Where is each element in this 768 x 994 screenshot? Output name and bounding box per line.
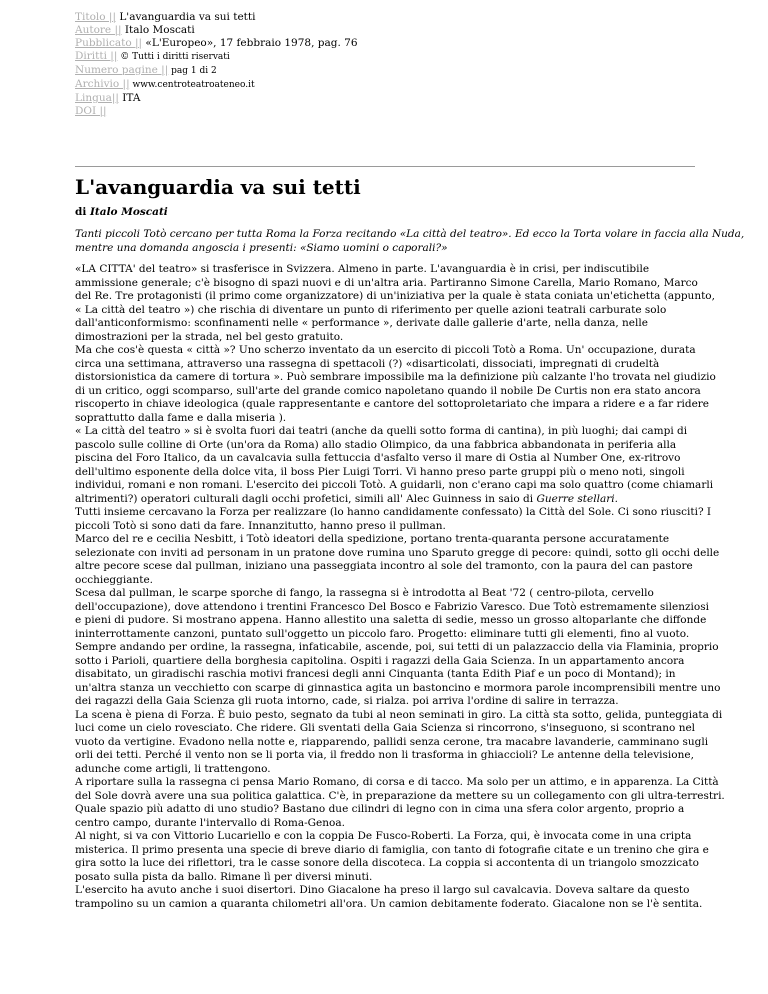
metadata-value: www.centroteatroateneo.it — [129, 80, 255, 90]
metadata-key-link[interactable]: Autore || — [75, 24, 122, 36]
body-line: Sempre andando per ordine, la rassegna, infaticabile, ascende, poi, sui tetti di un palazzaccio della via Flaminia, proprio — [75, 641, 719, 653]
metadata-row — [75, 92, 695, 105]
body-line: sotto i Parioli, quartiere della borghesia capitolina. Ospiti i ragazzi della Gaia Scienza. In un appartamento ancora — [75, 654, 685, 667]
body-line: un'altra stanza un vecchietto con scarpe di ginnastica agita un bastoncino e mormora parole incomprensibili mentre uno — [75, 681, 721, 694]
body-line: « La città del teatro ») che rischia di diventare un punto di riferimento per quelle azioni teatrali carburate solo — [75, 303, 667, 316]
body-line: dell'ultimo esponente della dolce vita, il boss Pier Luigi Torri. Vi hanno preso parte gruppi più o meno noti, singoli — [75, 465, 685, 478]
metadata-row — [75, 78, 695, 92]
byline-prefix: di — [75, 206, 90, 218]
body-line: disabitato, un giradischi raschia motivi francesi degli anni Cinquanta (tanta Edith Piaf e un poco di Montand); in — [75, 668, 676, 680]
body-line: piscina del Foro Italico, da un cavalcavia sulla fettuccia d'asfalto verso il mare di Ostia al Number One, ex-ritrovo — [75, 452, 681, 464]
body-line: pascolo sulle colline di Orte (un'ora da Roma) allo stadio Olimpico, da una fabbrica abbandonata in periferia alla — [75, 438, 677, 451]
body-line: altrimenti?) operatori culturali dagli occhi profetici, simili all' Alec Guinness in saio di Guerre stellari. — [75, 492, 618, 505]
metadata-row — [75, 24, 695, 37]
body-line: del Sole dovrà avere una sua politica galattica. C'è, in preparazione da mettere su un collegamento con gli ultra-terrestri. — [75, 789, 725, 802]
body-line: selezionate con inviti ad personam in un pratone dove rumina uno Sparuto gregge di pecore: quindi, sotto gli occhi delle — [75, 546, 720, 559]
header-divider — [75, 166, 695, 167]
body-line: Ma che cos'è questa « città »? Uno scherzo inventato da un esercito di piccoli Totò a Roma. Un' occupazione, durata — [75, 344, 696, 356]
body-line: Tutti insieme cercavano la Forza per realizzare (lo hanno candidamente confessato) la Città del Sole. Ci sono riusciti? I — [75, 506, 712, 518]
metadata-row — [75, 64, 695, 78]
body-line: Marco del re e cecilia Nesbitt, i Totò ideatori della spedizione, portano trenta-quaranta persone accuratamente — [75, 533, 670, 545]
body-line: orli dei tetti. Perché il vento non se li porta via, il freddo non li trasforma in ghiaccioli? Le antenne della televisione, — [75, 749, 694, 761]
body-line: vuoto da vertigine. Evadono nella notte e, riapparendo, pallidi senza cerone, tra macabre lavanderie, camminano sugli — [75, 735, 709, 748]
body-line: misterica. Il primo presenta una specie di breve diario di famiglia, con tanto di fotografie citate e un trenino che gira e — [75, 843, 709, 856]
metadata-row — [75, 50, 695, 64]
article-body — [75, 263, 725, 911]
body-line: Al night, si va con Vittorio Lucariello e con la coppia De Fusco-Roberti. La Forza, qui, è invocata come in una cripta — [75, 830, 692, 842]
body-line: piccoli Totò si sono dati da fare. Innanzitutto, hanno preso il pullman. — [75, 519, 446, 532]
body-line: A riportare sulla la rassegna ci pensa Mario Romano, di corsa e di tacco. Ma solo per un attimo, e in apparenza. La Città — [75, 776, 719, 788]
body-line: del Re. Tre protagonisti (il primo come organizzatore) di un'iniziativa per la quale è stata coniata un'etichetta (appunto, — [75, 290, 715, 302]
body-line: altre pecore scese dal pullman, iniziano una passeggiata incontro al sole del tramonto, con la paura del can pastore — [75, 560, 693, 572]
metadata-key-link[interactable]: Diritti || — [75, 50, 118, 62]
byline-author: Italo Moscati — [90, 206, 168, 218]
body-line: « La città del teatro » si è svolta fuori dai teatri (anche da quelli sotto forma di cantina), in più luoghi; dai campi di — [75, 425, 688, 437]
article-byline — [75, 206, 168, 219]
body-line: di un critico, oggi scomparso, sull'arte del grande comico napoletano quando il nobile De Curtis non era stato ancora — [75, 384, 701, 397]
body-line: centro campo, durante l'intervallo di Roma-Genoa. — [75, 816, 345, 829]
body-line: circa una settimana, attraverso una rassegna di spettacoli (?) «disarticolati, dissociati, impregnati di crudeltà — [75, 357, 660, 370]
body-line: posato sulla pista da ballo. Rimane lì per diversi minuti. — [75, 870, 373, 883]
metadata-value: pag 1 di 2 — [168, 66, 217, 76]
metadata-block — [75, 11, 695, 118]
body-line: La scena è piena di Forza. È buio pesto, segnato da tubi al neon seminati in giro. La città sta sotto, gelida, punteggiata di — [75, 708, 723, 721]
body-line: dell'occupazione), dove attendono i trentini Francesco Del Bosco e Fabrizio Varesco. Due Totò estremamente silenziosi — [75, 600, 709, 613]
body-line: Scesa dal pullman, le scarpe sporche di fango, la rassegna si è introdotta al Beat '72 ( centro-pilota, cervello — [75, 587, 654, 599]
body-line: dimostrazioni per la strada, nel bel gesto gratuito. — [75, 330, 344, 343]
body-line: ininterrottamente canzoni, puntato sull'oggetto un piccolo faro. Progetto: eliminare tutti gli elementi, fino al vuoto. — [75, 627, 690, 640]
body-line: ammissione generale; c'è bisogno di spazi nuovi e di un'altra aria. Partiranno Simone Carella, Mario Romano, Marco — [75, 276, 698, 289]
body-line: dall'anticonformismo: sconfinamenti nelle « performance », derivate dalle gallerie d'arte, nella danza, nelle — [75, 317, 648, 329]
body-line: gira sotto la luce dei riflettori, tra le casse sonore della discoteca. La coppia si accontenta di un triangolo smozzicato — [75, 857, 699, 869]
metadata-key-link[interactable]: Titolo || — [75, 11, 116, 23]
body-line: e pieni di pudore. Si mostrano appena. Hanno allestito una saletta di sedie, messo un grosso altoparlante che diffonde — [75, 614, 707, 626]
body-line: Quale spazio più adatto di uno studio? Bastano due cilindri di legno con in cima una sfera color argento, proprio a — [75, 803, 685, 815]
italic-title: Guerre stellari — [536, 492, 615, 505]
metadata-value: ITA — [118, 92, 141, 104]
metadata-key-link[interactable]: Pubblicato || — [75, 37, 143, 49]
body-line: occhieggiante. — [75, 573, 154, 586]
lead-line: Tanti piccoli Totò cercano per tutta Roma la Forza recitando «La città del teatro». Ed ecco la Torta volare in faccia alla Nuda, — [75, 228, 745, 240]
metadata-key-link[interactable]: Lingua|| — [75, 92, 119, 104]
body-line: individui, romani e non romani. L'esercito dei piccoli Totò. A guidarli, non c'erano capi ma solo quattro (come chiamarli — [75, 479, 714, 491]
metadata-value: © Tutti i diritti riservati — [117, 52, 230, 62]
metadata-key-link[interactable]: Numero pagine || — [75, 64, 169, 76]
body-line: dei ragazzi della Gaia Scienza gli ruota intorno, cade, si rialza. poi arriva l'ordine di salire in terrazza. — [75, 695, 619, 707]
body-line: «LA CITTA' del teatro» si trasferisce in Svizzera. Almeno in parte. L'avanguardia è in crisi, per indiscutibile — [75, 263, 650, 275]
metadata-key-link[interactable]: DOI || — [75, 105, 107, 117]
body-line: trampolino su un camion a quaranta chilometri all'ora. Un camion debitamente foderato. Giacalone non se l'è sentita. — [75, 897, 703, 910]
metadata-row — [75, 37, 695, 50]
metadata-value: «L'Europeo», 17 febbraio 1978, pag. 76 — [142, 37, 358, 49]
body-line: distorsionistica da camere di tortura ». Può sembrare impossibile ma la definizione più calzante l'ho trovata nel giudizio — [75, 371, 716, 383]
body-line: L'esercito ha avuto anche i suoi disertori. Dino Giacalone ha preso il largo sul cavalcavia. Doveva saltare da questo — [75, 884, 690, 896]
body-line: luci come un cielo rovesciato. Che ridere. Gli sventati della Gaia Scienza si rincorrono, s'inseguono, si scontrano nel — [75, 722, 696, 734]
lead-line: mentre una domanda angoscia i presenti: «Siamo uomini o caporali?» — [75, 241, 448, 254]
body-line: adunche come artigli, li trattengono. — [75, 762, 271, 775]
metadata-row — [75, 105, 695, 118]
metadata-key-link[interactable]: Archivio || — [75, 78, 130, 90]
metadata-row — [75, 11, 695, 24]
body-line: riscoperto in chiave ideologica (quale rappresentante e cantore del sottoproletariato che impara a ridere e a far ridere — [75, 398, 710, 410]
metadata-value: Italo Moscati — [121, 24, 195, 36]
metadata-value: L'avanguardia va sui tetti — [116, 11, 256, 23]
article-lead — [75, 228, 745, 255]
article-title: L'avanguardia va sui tetti — [75, 175, 361, 199]
body-line: soprattutto dalla fame e dalla miseria ). — [75, 411, 287, 424]
